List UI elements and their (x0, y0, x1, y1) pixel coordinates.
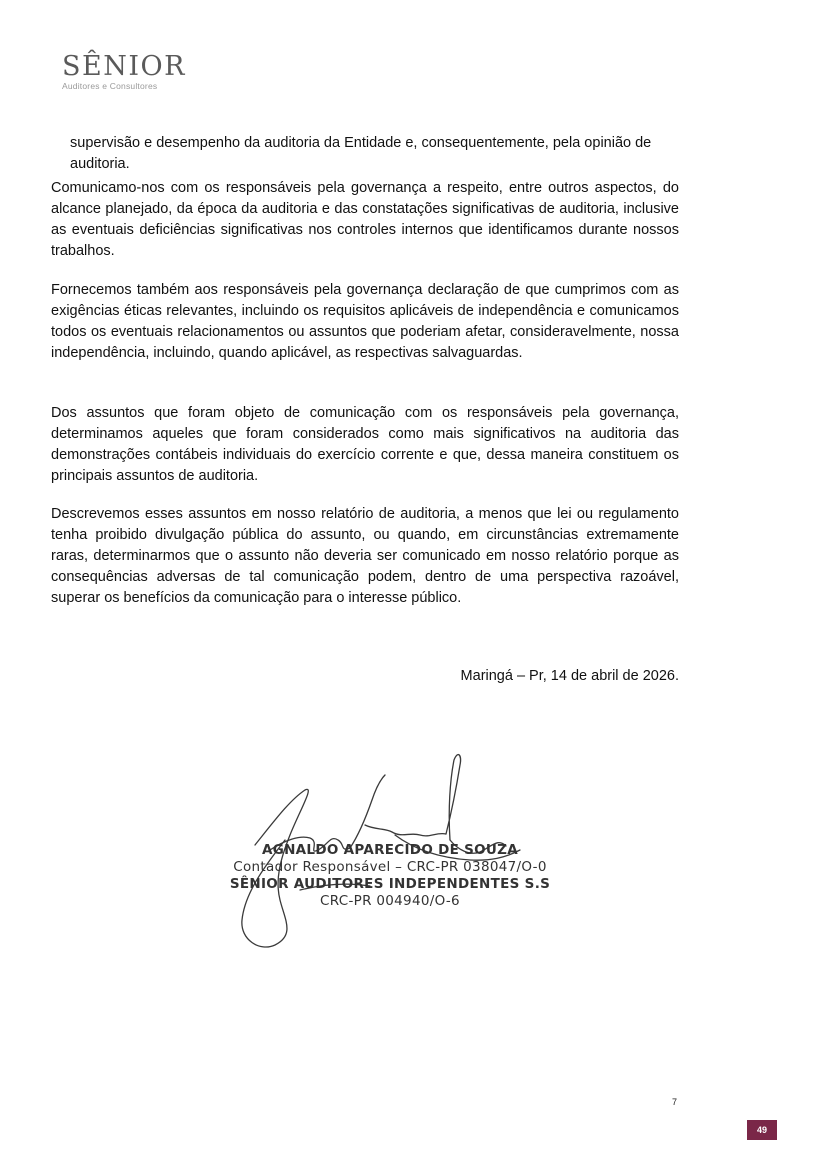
page-number: 7 (672, 1097, 678, 1107)
logo-name: SÊNIOR (62, 51, 186, 82)
paragraph-continuation: supervisão e desempenho da auditoria da Entidade e, consequentemente, pela opinião de auditoria. (70, 134, 652, 172)
signature-stamp (180, 842, 600, 910)
company-logo (62, 50, 202, 91)
paragraph-text: Fornecemos também aos responsáveis pela governança declaração de que cumprimos com as exigências éticas relevantes, incluindo os requisitos aplicáveis de independência e comunicamos todos os eventuais relacionamentos ou assuntos que poderiam afetar, consideravelmente, nossa independência, incluindo, quando aplicável, as respectivas salvaguardas. (51, 282, 679, 361)
paragraph-ethics (51, 280, 679, 364)
page-badge: 49 (747, 1120, 777, 1140)
firm-crc: CRC-PR 004940/O-6 (320, 893, 460, 909)
signer-role: Contador Responsável – CRC-PR 038047/O-0 (233, 859, 547, 875)
firm-name: SÊNIOR AUDITORES INDEPENDENTES S.S (229, 876, 551, 892)
date-line: Maringá – Pr, 14 de abril de 2026. (460, 668, 679, 684)
signer-name: AGNALDO APARECIDO DE SOUZA (261, 842, 519, 858)
logo-subtitle: Auditores e Consultores (62, 81, 158, 91)
paragraph-text: Dos assuntos que foram objeto de comunicação com os responsáveis pela governança, determinamos aqueles que foram considerados como mais significativos na auditoria das demonstrações contábeis individuais do exercício corrente e que, dessa maneira constituem os principais assuntos de auditoria. (51, 405, 679, 484)
paragraph-text: Descrevemos esses assuntos em nosso relatório de auditoria, a menos que lei ou regulamento tenha proibido divulgação pública do assunto, ou quando, em circunstâncias extremamente raras, determinarmos que o assunto não deveria ser comunicado em nosso relatório porque as consequências adversas de tal comunicação podem, dentro de uma perspectiva razoável, superar os benefícios da comunicação para o interesse público. (51, 506, 679, 606)
paragraph-key-matters (51, 403, 679, 487)
paragraph-text: Comunicamo-nos com os responsáveis pela governança a respeito, entre outros aspectos, do alcance planejado, da época da auditoria e das constatações significativas de auditoria, inclusive as eventuais deficiências significativas nos controles internos que identificamos durante nossos trabalhos. (51, 180, 679, 259)
signature-block (180, 740, 600, 970)
paragraph-communication (51, 178, 679, 262)
paragraph-report-description (51, 504, 679, 609)
